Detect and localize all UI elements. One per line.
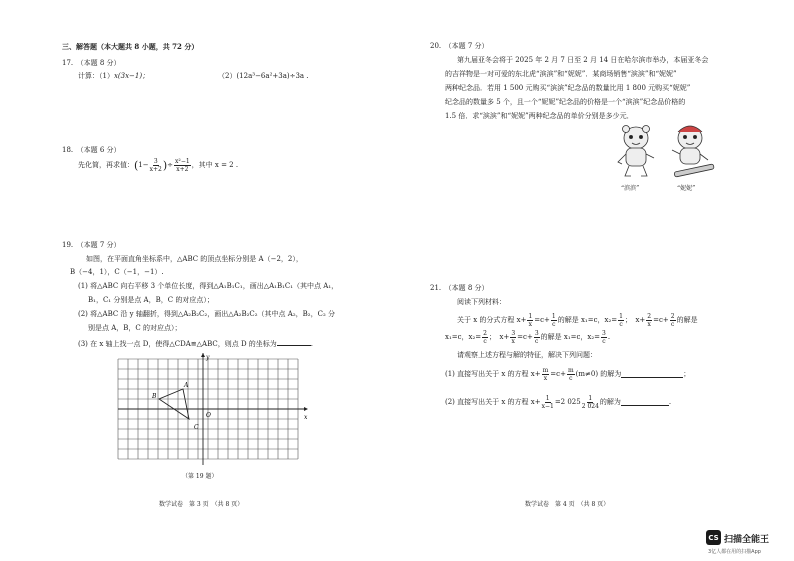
q19-line1: 如图，在平面直角坐标系中，△ABC 的顶点坐标分别是 A（−2，2）， — [86, 255, 303, 263]
q19-line7 — [78, 338, 313, 349]
q19-line3: (1) 将△ABC 向右平移 3 个单位长度，得到△A₁B₁C₁，画出△A₁B₁C₁（其中点 A₁， — [78, 282, 339, 290]
q21-material-line2 — [445, 329, 610, 345]
triangle-abc — [159, 389, 189, 419]
q21-frac-m-over-x — [542, 367, 550, 382]
point-b-label: B — [152, 393, 157, 400]
q21-p2d: . — [668, 397, 672, 406]
q21-header: 21. （本题 8 分） — [430, 284, 489, 292]
q21-frac-2-over-c-b — [482, 330, 488, 345]
q17-expr1: x(3x−1)； — [113, 72, 150, 80]
q19-caption: （第 19 题） — [182, 473, 218, 480]
q21-intro: 阅读下列材料： — [457, 298, 506, 306]
q21-frac-1-over-c — [551, 313, 557, 328]
q21-p2b: =2 025 — [554, 397, 581, 406]
q21-m1f: 的解是 — [676, 315, 698, 324]
frac-num: 3 — [534, 329, 539, 337]
q18-one: 1− — [138, 160, 149, 169]
q18-header: 18. （本题 6 分） — [62, 146, 121, 154]
q21-frac-1-over-2024 — [582, 395, 599, 410]
frac-den: 2 024 — [581, 402, 599, 410]
q20-line3: 两种纪念品．若用 1 500 元购买“滨滨”纪念品的数量比用 1 800 元购买“妮妮” — [445, 84, 691, 92]
q21-frac-3-over-c-b — [601, 330, 607, 345]
scanner-tagline: 3亿人都在用的扫描App — [708, 549, 761, 555]
q18-suffix: ，其中 x = 2 . — [191, 160, 239, 169]
q21-frac-2-over-x — [646, 313, 652, 328]
q18-frac1-num: 3 — [153, 157, 158, 165]
right-page — [397, 0, 794, 561]
q20-line4: 纪念品的数量多 5 个，且一个“妮妮”纪念品的价格是一个“滨滨”纪念品价格的 — [445, 98, 686, 106]
frac-den: x — [543, 374, 548, 382]
frac-den: x — [528, 320, 533, 328]
q19-answer-blank[interactable] — [277, 338, 314, 348]
point-c-label: C — [194, 424, 199, 431]
q21-m1e: =c+ — [653, 315, 669, 324]
q21-p2a: (2) 直接写出关于 x 的方程 x+ — [445, 397, 541, 406]
frac-num: 2 — [483, 329, 487, 337]
q18-body — [78, 156, 238, 174]
x-axis-arrow-icon — [304, 407, 308, 411]
mascot-binbin-label: “滨滨” — [621, 185, 640, 192]
scanner-watermark — [706, 530, 792, 558]
x-axis-label: x — [304, 414, 308, 421]
frac-den: c — [602, 337, 606, 345]
frac-num: 1 — [619, 312, 623, 320]
q21-p2c: 的解为 — [599, 397, 621, 406]
q19-line2: B（−4，1），C（−1，−1）. — [70, 268, 164, 276]
camscanner-logo-icon: CS — [706, 530, 721, 545]
scanner-app-name: 扫描全能王 — [724, 535, 770, 545]
q21-m1b: =c+ — [534, 315, 550, 324]
q18-prefix: 先化简，再求值： — [78, 160, 134, 169]
nini-mascot-icon — [672, 126, 714, 177]
q21-p1a: (1) 直接写出关于 x 的方程 x+ — [445, 369, 541, 378]
q18-paren-close: ) — [162, 158, 168, 172]
mascots-illustration — [612, 124, 722, 188]
q18-frac2 — [174, 158, 191, 173]
q19-line7-text: (3) 在 x 轴上找一点 D，使得△CDA≌△ABC，则点 D 的坐标为 — [78, 340, 277, 348]
q21-m2d: 的解是 x₁=c，x₂= — [540, 332, 601, 341]
q21-frac-1-over-c-b — [618, 313, 624, 328]
frac-num: 2 — [670, 312, 675, 320]
q21-material-line1 — [457, 312, 698, 328]
q20-line2: 的吉祥物是一对可爱的东北虎“滨滨”和“妮妮”．某商场销售“滨滨”和“妮妮” — [445, 70, 677, 78]
q18-frac1-den: x+2 — [149, 165, 162, 173]
q18-paren-open: ( — [134, 158, 139, 172]
q21-m1a: 关于 x 的分式方程 x+ — [457, 315, 527, 324]
frac-num: m — [567, 366, 574, 374]
frac-den: x — [511, 337, 515, 345]
frac-num: 2 — [647, 312, 652, 320]
y-axis-label: y — [206, 354, 210, 361]
q21-frac-1-over-xm1 — [542, 395, 554, 410]
origin-label: O — [206, 412, 211, 419]
point-a-label: A — [184, 382, 189, 389]
q18-div: ÷ — [167, 160, 174, 169]
q17-body — [78, 72, 149, 81]
frac-num: 3 — [511, 329, 516, 337]
frac-den: x — [647, 320, 651, 328]
mascot-nini-label: “妮妮” — [677, 185, 696, 192]
q20-line1: 第九届亚冬会将于 2025 年 2 月 7 日至 2 月 14 日在哈尔滨市举办，本届亚冬会 — [457, 56, 709, 64]
left-page-footer: 数学试卷 第 3 页 （共 8 页） — [159, 501, 244, 508]
q21-m1c: 的解是 x₁=c，x₂= — [557, 315, 618, 324]
q21-part2 — [445, 393, 671, 411]
q18-frac1 — [150, 158, 162, 173]
binbin-mascot-icon — [618, 126, 654, 177]
frac-den: c — [671, 320, 675, 328]
q21-p1d: ； — [683, 369, 691, 378]
q19-line7-end: . — [310, 340, 314, 348]
frac-den: x−1 — [541, 402, 554, 410]
q21-observe: 请观察上述方程与解的特征，解决下列问题： — [457, 351, 597, 359]
q19-line4: B₁，C₁ 分别是点 A，B，C 的对应点）； — [88, 296, 214, 304]
q17-header: 17. （本题 8 分） — [62, 59, 121, 67]
frac-den: c — [552, 320, 556, 328]
q20-header: 20. （本题 7 分） — [430, 42, 489, 50]
q17-part2: （2）(12a³−6a²+3a)÷3a . — [218, 72, 309, 80]
q21-m2a: x₁=c，x₂= — [445, 332, 482, 341]
q21-frac-m-over-c — [567, 367, 575, 382]
q21-m2b: ； x+ — [489, 332, 510, 341]
frac-num: 3 — [602, 329, 606, 337]
q21-m1d: ； x+ — [624, 315, 646, 324]
q21-frac-3-over-c — [534, 330, 540, 345]
q21-m2c: =c+ — [517, 332, 533, 341]
right-page-footer: 数学试卷 第 4 页 （共 8 页） — [525, 501, 610, 508]
y-axis-arrow-icon — [201, 353, 205, 357]
q21-frac-1-over-x — [527, 313, 533, 328]
q18-frac2-den: x+2 — [176, 165, 189, 173]
q21-p1b: =c+ — [550, 369, 566, 378]
frac-num: m — [542, 366, 549, 374]
q19-line6: 别是点 A，B，C 的对应点）； — [88, 324, 182, 332]
q21-p1c: (m≠0) 的解为 — [575, 369, 622, 378]
q19-header: 19. （本题 7 分） — [62, 241, 121, 249]
frac-den: c — [483, 337, 487, 345]
frac-num: 1 — [528, 312, 533, 320]
q21-part1-answer-blank[interactable] — [621, 370, 683, 378]
q21-m2e: . — [607, 332, 611, 341]
q21-part2-answer-blank[interactable] — [621, 397, 672, 406]
q19-line5: (2) 将△ABC 沿 y 轴翻折，得到△A₂B₂C₂，画出△A₂B₂C₂（其中点 A₂，B₂，C₂ 分 — [78, 310, 335, 318]
frac-num: 1 — [551, 312, 556, 320]
section-title: 三、解答题（本大题共 8 小题，共 72 分） — [62, 42, 199, 51]
frac-den: c — [619, 320, 623, 328]
q21-part1 — [445, 366, 690, 382]
frac-num: 1 — [545, 394, 550, 402]
q19-coordinate-grid — [112, 353, 312, 468]
q18-frac2-num: x²−1 — [175, 157, 190, 165]
q20-line5: 1.5 倍．求“滨滨”和“妮妮”两种纪念品的单价分别是多少元． — [445, 112, 634, 120]
q17-prefix: 计算：（1） — [78, 72, 114, 80]
q21-frac-2-over-c — [670, 313, 676, 328]
q21-frac-3-over-x — [510, 330, 516, 345]
frac-den: c — [535, 337, 539, 345]
frac-num: 1 — [588, 394, 593, 402]
frac-den: c — [569, 374, 573, 382]
